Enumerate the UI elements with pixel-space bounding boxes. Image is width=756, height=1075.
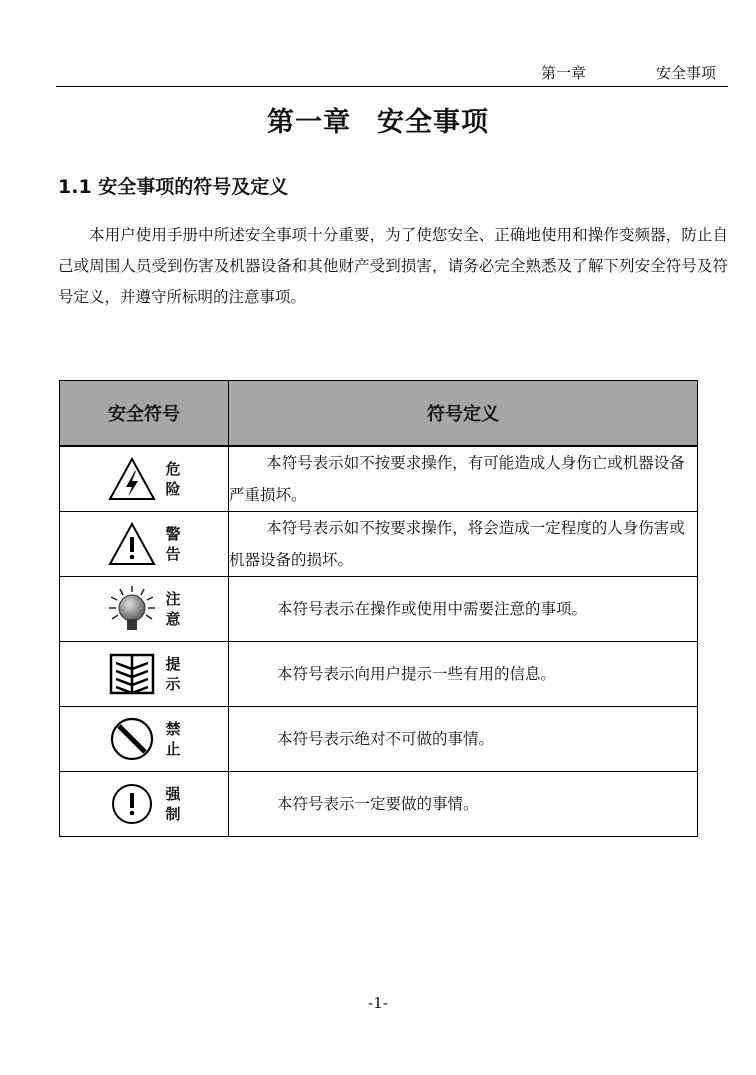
intro-paragraph: 本用户使用手册中所述安全事项十分重要，为了使您安全、正确地使用和操作变频器，防止自己或周围人员受到伤害及机器设备和其他财产受到损害，请务必完全熟悉及了解下列安全符号及符号定义，并遵守所标明的注意事项。 [58, 226, 728, 306]
symbol-label: 危 险 [165, 460, 181, 498]
warning-exclamation-triangle-icon [107, 519, 157, 569]
table-row [60, 642, 698, 707]
tip-book-icon [107, 649, 157, 699]
table-row [60, 512, 698, 577]
table-row [60, 577, 698, 642]
column-header-symbol: 安全符号 [60, 381, 229, 447]
symbol-label: 禁 止 [165, 720, 181, 758]
prohibited-circle-slash-icon [107, 714, 157, 764]
symbol-label: 警 告 [165, 525, 181, 563]
table-row [60, 446, 698, 512]
running-header [56, 60, 728, 87]
section-heading: 1.1 安全事项的符号及定义 [58, 176, 289, 198]
table-row [60, 772, 698, 837]
symbol-label: 强 制 [165, 785, 181, 823]
running-header-section: 安全事项 [655, 64, 716, 82]
symbol-label: 注 意 [165, 590, 181, 628]
symbol-label: 提 示 [165, 655, 181, 693]
symbol-definition: 本符号表示如不按要求操作，有可能造成人身伤亡或机器设备严重损坏。 [229, 446, 698, 512]
table-header-row [60, 381, 698, 447]
safety-symbols-table [59, 380, 698, 837]
symbol-definition: 本符号表示绝对不可做的事情。 [229, 707, 698, 772]
page-number: -1- [368, 994, 388, 1012]
symbol-definition: 本符号表示在操作或使用中需要注意的事项。 [229, 577, 698, 642]
running-header-chapter: 第一章 [540, 64, 586, 82]
symbol-definition: 本符号表示一定要做的事情。 [229, 772, 698, 837]
symbol-definition: 本符号表示如不按要求操作，将会造成一定程度的人身伤害或机器设备的损坏。 [229, 512, 698, 577]
danger-lightning-triangle-icon [107, 454, 157, 504]
column-header-definition: 符号定义 [229, 381, 698, 447]
chapter-name: 安全事项 [377, 107, 489, 138]
symbol-definition: 本符号表示向用户提示一些有用的信息。 [229, 642, 698, 707]
mandatory-exclamation-circle-icon [107, 779, 157, 829]
chapter-title [0, 100, 756, 139]
table-row [60, 707, 698, 772]
chapter-number: 第一章 [267, 107, 351, 138]
caution-lightbulb-icon [107, 584, 157, 634]
